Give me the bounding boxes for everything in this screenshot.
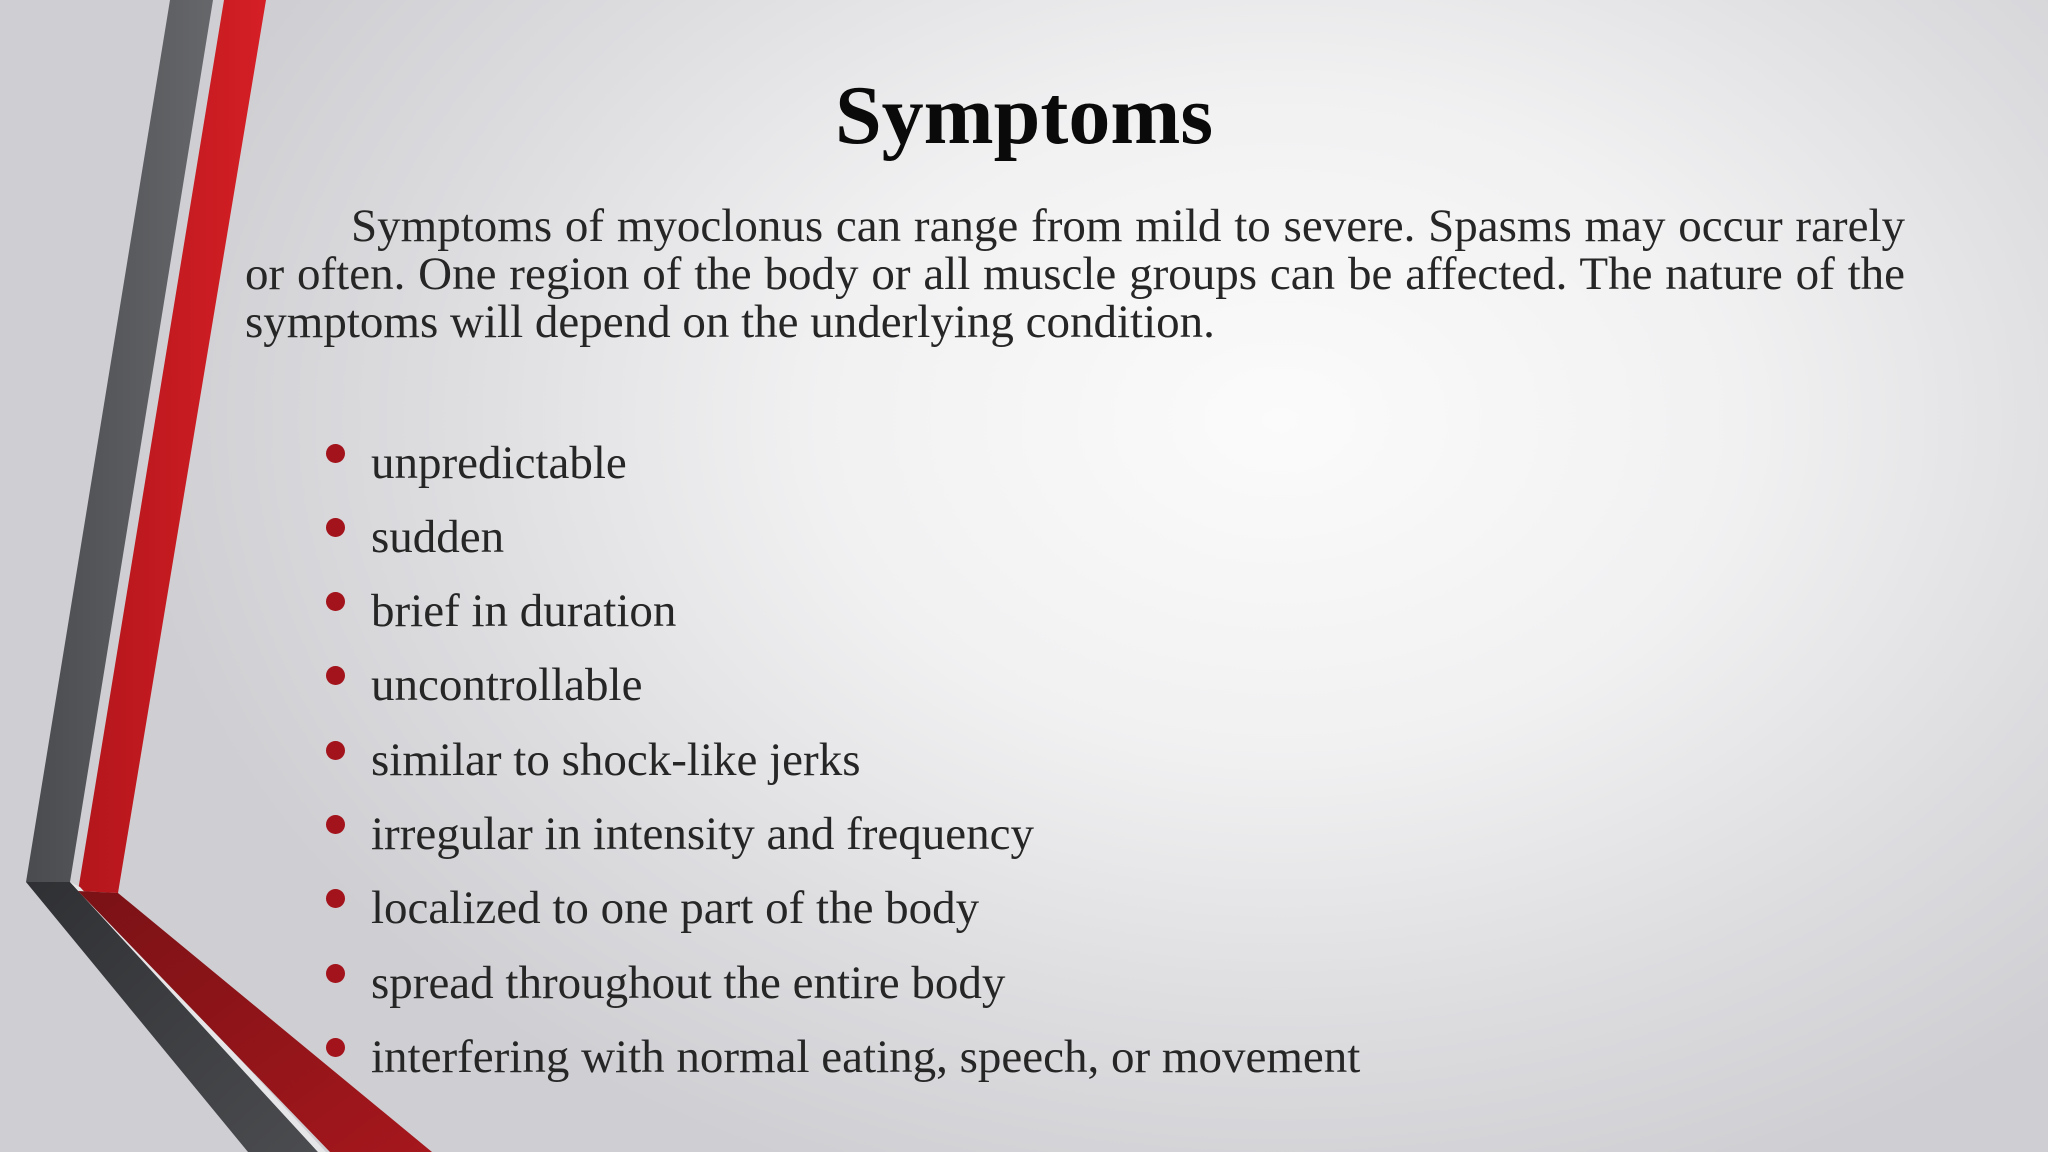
list-item-text: brief in duration xyxy=(371,585,677,637)
list-item-text: localized to one part of the body xyxy=(371,882,980,934)
bullet-icon xyxy=(326,815,345,834)
list-item xyxy=(326,723,1826,797)
slide-title: Symptoms xyxy=(834,69,1214,162)
list-item xyxy=(326,797,1826,871)
list-item xyxy=(326,500,1826,574)
bullet-icon xyxy=(326,964,345,983)
list-item-text: irregular in intensity and frequency xyxy=(371,808,1034,860)
bullet-icon xyxy=(326,741,345,760)
list-item xyxy=(326,946,1826,1020)
bullet-icon xyxy=(326,889,345,908)
list-item-text: interfering with normal eating, speech, or movement xyxy=(371,1031,1361,1083)
list-item-text: sudden xyxy=(371,511,505,563)
bullet-icon xyxy=(326,1038,345,1057)
bullet-icon xyxy=(326,666,345,685)
gray-stripe-lower xyxy=(26,882,318,1152)
list-item xyxy=(326,574,1826,648)
bullet-icon xyxy=(326,444,345,463)
list-item-text: unpredictable xyxy=(371,437,627,489)
stripe-separator xyxy=(70,882,326,1152)
list-item-text: similar to shock-like jerks xyxy=(371,734,861,786)
intro-paragraph: Symptoms of myoclonus can range from mild to severe. Spasms may occur rarely or often. One region of the body or all muscle groups can be affected. The nature of the symptoms will depend on the underlying condition. xyxy=(245,200,1905,348)
list-item-text: spread throughout the entire body xyxy=(371,957,1006,1009)
list-item xyxy=(326,871,1826,945)
bullet-icon xyxy=(326,592,345,611)
list-item xyxy=(326,1020,1826,1094)
list-item-text: uncontrollable xyxy=(371,659,643,711)
list-item xyxy=(326,648,1826,722)
bullet-icon xyxy=(326,518,345,537)
list-item xyxy=(326,426,1826,500)
